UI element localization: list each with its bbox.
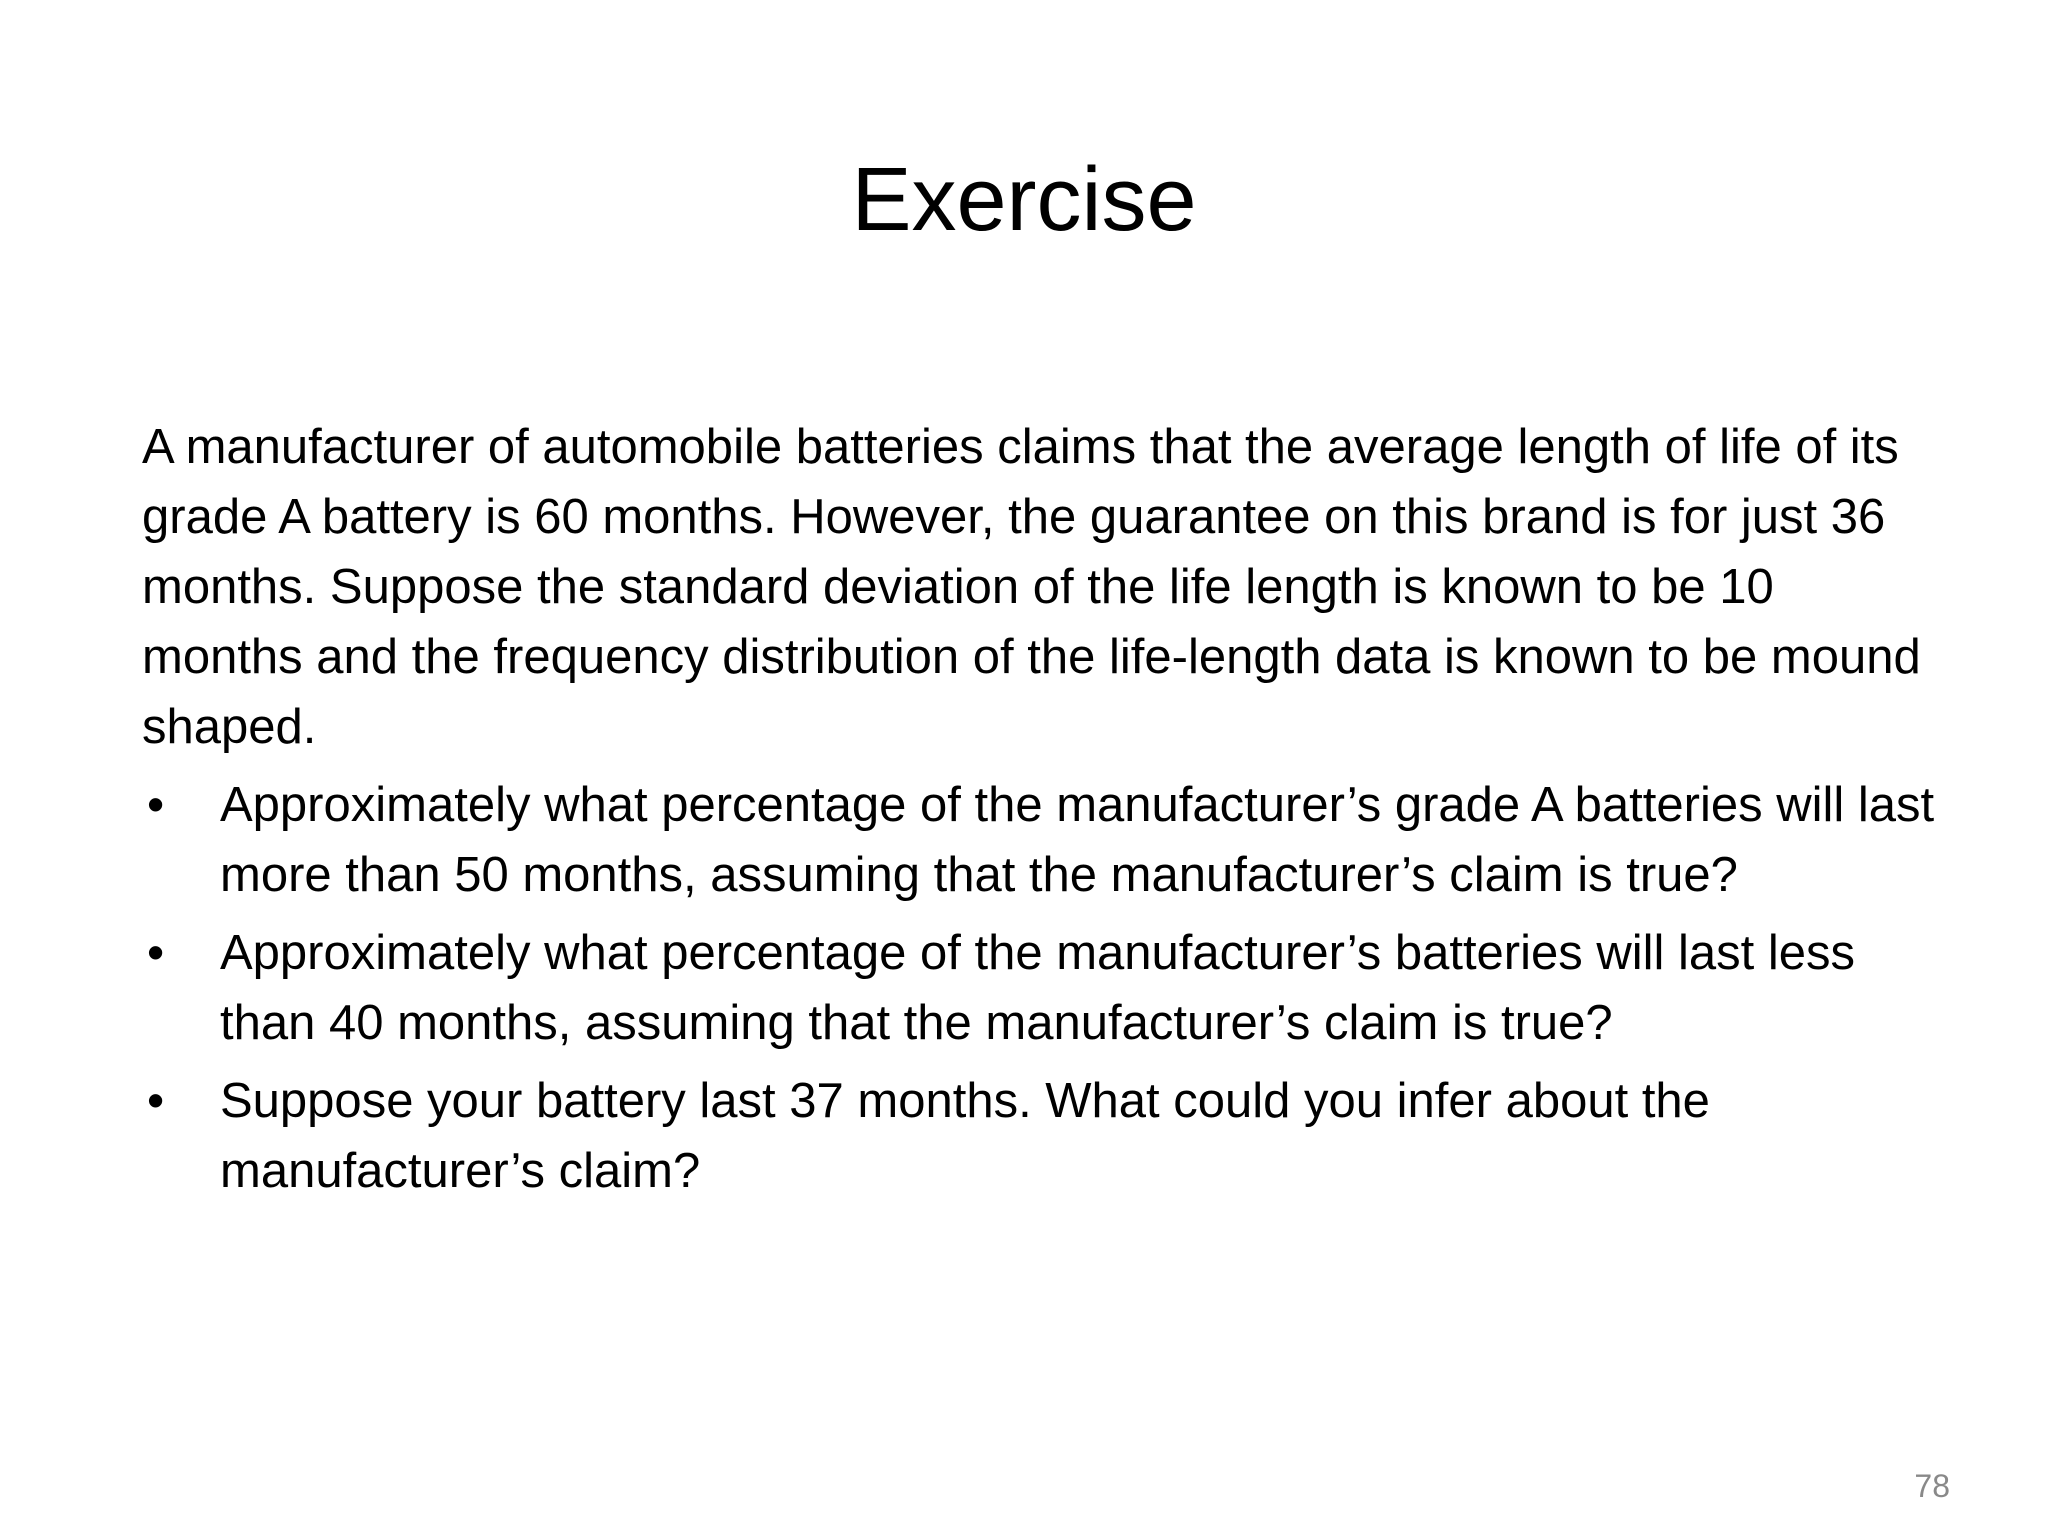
question-list xyxy=(142,770,1942,1206)
question-text: Approximately what percentage of the manufacturer’s grade A batteries will last more than 50 months, assuming that the manufacturer’s claim is true? xyxy=(220,778,1935,902)
bullet-icon: • xyxy=(147,926,165,980)
question-item xyxy=(142,1066,1942,1206)
question-text: Suppose your battery last 37 months. What could you infer about the manufacturer’s claim? xyxy=(220,1074,1710,1198)
question-text: Approximately what percentage of the manufacturer’s batteries will last less than 40 months, assuming that the manufacturer’s claim is true? xyxy=(220,926,1856,1050)
slide-title: Exercise xyxy=(851,150,1197,250)
bullet-icon: • xyxy=(147,778,165,832)
page-number: 78 xyxy=(1914,1468,1950,1504)
bullet-icon: • xyxy=(147,1074,165,1128)
problem-statement: A manufacturer of automobile batteries claims that the average length of life of its grade A battery is 60 months. However, the guarantee on this brand is for just 36 months. Suppose the standard deviation of the life length is known to be 10 months and the frequency distribution of the life-length data is known to be mound shaped. xyxy=(142,420,1921,754)
question-item xyxy=(142,918,1942,1058)
slide-body xyxy=(142,412,1942,1214)
question-item xyxy=(142,770,1942,910)
